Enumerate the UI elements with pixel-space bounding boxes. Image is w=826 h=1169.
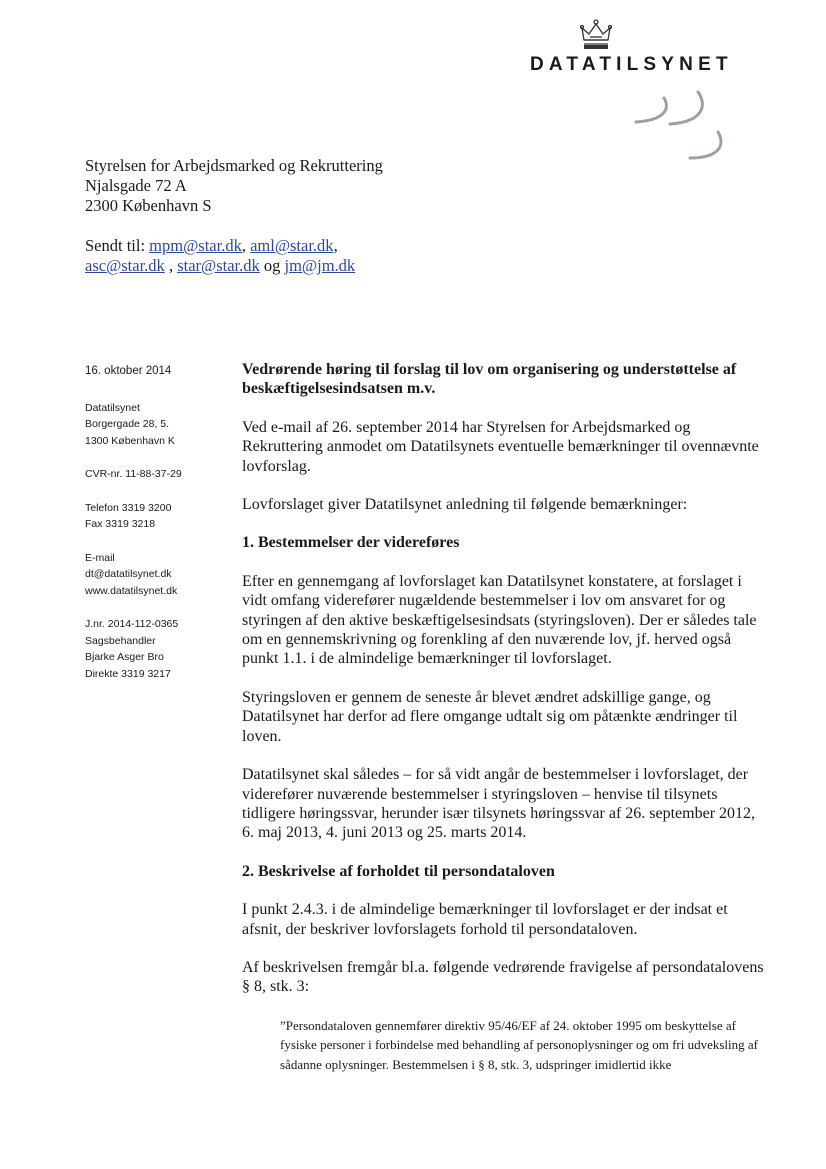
contact-info: E-mail dt@datatilsynet.dk www.datatilsynet.dk <box>85 550 225 600</box>
crown-logo-icon <box>578 18 614 52</box>
recipient-line: Styrelsen for Arbejdsmarked og Rekruttering <box>85 156 383 175</box>
cvr-number: CVR-nr. 11-88-37-29 <box>85 468 182 480</box>
email-link-asc[interactable]: asc@star.dk <box>85 256 165 275</box>
section-1-paragraph: Efter en gennemgang af lovforslaget kan Datatilsynet konstatere, at forslaget i vidt omfang viderefører nugældende bestemmelser i lov om ansvaret for og styringen af den aktive beskæftigelsesindsats (styringsloven). Der er således tale om en gennemskrivning og forenkling af den nuværende lov, jf. herved også punkt 1.1. i de almindelige bemærkninger til lovforslaget. <box>242 572 757 668</box>
email-link-jm[interactable]: jm@jm.dk <box>284 256 356 275</box>
section-1-paragraph: Styringsloven er gennem de seneste år blevet ændret adskillige gange, og Datatilsynet har derfor ad flere omgange udtalt sig om påtænkte ændringer til loven. <box>242 688 738 745</box>
intro-paragraph: Ved e-mail af 26. september 2014 har Styrelsen for Arbejdsmarked og Rekruttering anmodet om Datatilsynets eventuelle bemærkninger til ovennævnte lovforslag. <box>242 418 759 475</box>
section-2-heading: 2. Beskrivelse af forholdet til persondataloven <box>242 862 555 880</box>
phone-info: Telefon 3319 3200 Fax 3319 3218 <box>85 501 172 530</box>
section-2-paragraph: I punkt 2.4.3. i de almindelige bemærkninger til lovforslaget er der indsat et afsnit, der beskriver lovforslagets forhold til persondataloven. <box>242 901 728 938</box>
sender-address: Datatilsynet Borgergade 28, 5. 1300 København K <box>85 401 175 447</box>
sender-sidebar <box>85 363 225 699</box>
quoted-passage: ”Persondataloven gennemfører direktiv 95/46/EF af 24. oktober 1995 om beskyttelse af fysiske personer i forbindelse med behandling af personoplysninger og om fri udveksling af sådanne oplysninger. Bestemmelsen i § 8, stk. 3, udspringer imidlertid ikke <box>280 1017 758 1072</box>
lead-paragraph: Lovforslaget giver Datatilsynet anledning til følgende bemærkninger: <box>242 496 688 514</box>
recipient-line: Njalsgade 72 A <box>85 176 187 195</box>
sender-website-link[interactable]: www.datatilsynet.dk <box>85 584 178 597</box>
recipient-line: 2300 København S <box>85 196 212 215</box>
recipient-address <box>85 156 485 216</box>
section-1-heading: 1. Bestemmelser der videreføres <box>242 534 460 552</box>
received-stamp-mark-icon <box>630 88 730 164</box>
email-link-mpm[interactable]: mpm@star.dk <box>149 236 242 255</box>
section-1-paragraph: Datatilsynet skal således – for så vidt angår de bestemmelser i lovforslaget, der viderefører nuværende bestemmelser i styringsloven – henvise til tilsynets tidligere høringssvar, herunder især tilsynets høringssvar af 26. september 2012, 6. maj 2013, 4. juni 2013 og 25. marts 2014. <box>242 766 756 842</box>
email-link-star[interactable]: star@star.dk <box>177 256 260 275</box>
email-link-aml[interactable]: aml@star.dk <box>250 236 334 255</box>
letter-body <box>242 360 764 1074</box>
case-info: J.nr. 2014-112-0365 Sagsbehandler Bjarke Asger Bro Direkte 3319 3217 <box>85 618 179 680</box>
letter-subject: Vedrørende høring til forslag til lov om organisering og understøttelse af beskæftigelsesindsatsen m.v. <box>242 361 737 398</box>
sent-to-label: Sendt til: <box>85 236 146 255</box>
section-2-paragraph: Af beskrivelsen fremgår bl.a. følgende vedrørende fravigelse af persondatalovens § 8, stk. 3: <box>242 958 764 996</box>
sender-email-link[interactable]: dt@datatilsynet.dk <box>85 568 172 580</box>
letter-date: 16. oktober 2014 <box>85 365 172 377</box>
sent-to-block: Sendt til: mpm@star.dk, aml@star.dk, asc@star.dk , star@star.dk og jm@jm.dk <box>85 236 356 275</box>
brand-wordmark: DATATILSYNET <box>530 54 733 75</box>
